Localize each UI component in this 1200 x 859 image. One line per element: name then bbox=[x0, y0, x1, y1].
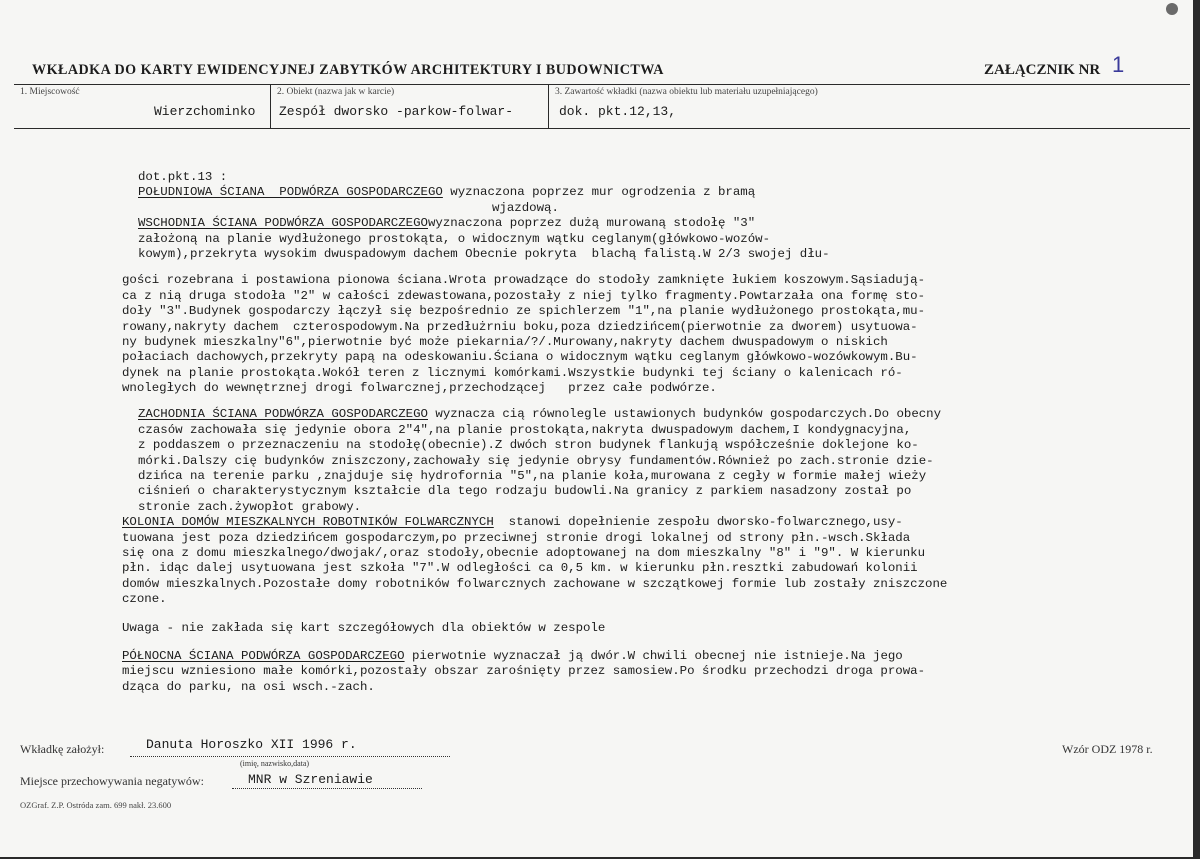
body-line bbox=[122, 649, 1042, 664]
line-text: dot.pkt.13 : bbox=[138, 170, 228, 184]
line-text: kowym),przekryta wysokim dwuspadowym dachem Obecnie pokryta blachą falistą.W 2/3 swojej dłu- bbox=[138, 246, 830, 261]
body-line bbox=[122, 680, 1042, 695]
body-line bbox=[122, 381, 1042, 396]
line-text: stronie zach.żywopłot grabowy. bbox=[138, 499, 362, 514]
line-text: pierwotnie wyznaczał ją dwór.W chwili obecnej nie istnieje.Na jego bbox=[404, 648, 903, 663]
negatives-dotted-line bbox=[232, 788, 422, 789]
locality-value: Wierzchominko bbox=[154, 104, 256, 119]
line-text: ny budynek mieszkalny"6",pierwotnie być może piekarnia/?/.Murowany,nakryty dachem dwuspadowym o niskich bbox=[122, 334, 888, 349]
body-line bbox=[122, 592, 1042, 607]
line-text: dząca do parku, na osi wsch.-zach. bbox=[122, 679, 375, 694]
line-text: wnoległych do wewnętrznej drogi folwarcznej,przechodzącej przez całe podwórze. bbox=[122, 381, 717, 396]
body-line bbox=[122, 289, 1042, 304]
object-value: Zespół dworsko -parkow-folwar- bbox=[279, 104, 514, 119]
section-heading: KOLONIA DOMÓW MIESZKALNYCH ROBOTNIKÓW FOLWARCZNYCH bbox=[122, 515, 494, 530]
body-line bbox=[122, 561, 1042, 576]
line-text: rowany,nakryty dachem czterospodowym.Na przedłużrniu boku,poza dziedzińcem(pierwotnie za dworem) usytuowa- bbox=[122, 319, 918, 334]
line-text: dzińca na terenie parku ,znajduje się hydrofornia "5",na planie koła,murowana z cegły w formie małej wieży bbox=[138, 469, 927, 484]
body-line bbox=[122, 273, 1042, 288]
body-line bbox=[122, 304, 1042, 319]
printer-info: OZGraf. Z.P. Ostróda zam. 699 nakł. 23.600 bbox=[20, 800, 172, 810]
annex-number: 1 bbox=[1112, 52, 1125, 77]
body-line bbox=[122, 201, 1042, 216]
line-text: dynek na planie prostokąta.Wokół teren z licznymi komórkami.Wszystkie budynki tej ściany o kalenicach ró- bbox=[122, 365, 903, 380]
line-text: czone. bbox=[122, 592, 167, 607]
body-line bbox=[122, 170, 1042, 185]
annex-label: ZAŁĄCZNIK NR bbox=[984, 62, 1101, 78]
line-text: się ona z domu mieszkalnego/dwojak/,oraz stodoły,obecnie adoptowanej na dom mieszkalny "8" i "9". W kierunku bbox=[122, 545, 926, 560]
body-line bbox=[122, 232, 1042, 247]
line-text: ca z nią druga stodoła "2" w całości zdewastowana,pozostały z niej tylko fragmenty.Powtarzała ona formę sto- bbox=[122, 288, 926, 303]
body-line bbox=[122, 484, 1042, 499]
negatives-value: MNR w Szreniawie bbox=[248, 772, 373, 787]
line-text: gości rozebrana i postawiona pionowa ściana.Wrota prowadzące do stodoły zamknięte łukiem koszowym.Sąsiadują- bbox=[122, 273, 926, 288]
form-title: WKŁADKA DO KARTY EWIDENCYJNEJ ZABYTKÓW ARCHITEKTURY I BUDOWNICTWA bbox=[32, 62, 664, 78]
body-line bbox=[122, 350, 1042, 365]
object-label: 2. Obiekt (nazwa jak w karcie) bbox=[277, 87, 395, 97]
paragraph-gap bbox=[122, 396, 1042, 407]
line-text: wyznacza cią równolegle ustawionych budynków gospodarczych.Do obecny bbox=[428, 407, 942, 422]
body-line bbox=[122, 366, 1042, 381]
line-text: połaciach dachowych,przekryty papą na odeskowaniu.Ściana o widocznym wątku ceglanym główkowo-wozówkowym.Bu- bbox=[122, 350, 918, 365]
negatives-label: Miejsce przechowywania negatywów: bbox=[20, 774, 204, 788]
line-text: wyznaczona poprzez mur ogrodzenia z bramą bbox=[442, 185, 756, 200]
body-line bbox=[122, 216, 1042, 231]
body-line bbox=[122, 531, 1042, 546]
body-line bbox=[122, 185, 1042, 200]
line-text: czasów zachowała się jedynie obora 2"4",na planie prostokąta,nakryta dwuspadowym dachem,I kondygnacyjna, bbox=[138, 422, 912, 437]
paragraph-gap bbox=[122, 636, 1042, 649]
paragraph-gap bbox=[122, 262, 1042, 273]
line-text: stanowi dopełnienie zespołu dworsko-folwarcznego,usy- bbox=[493, 515, 903, 530]
content-label: 3. Zawartość wkładki (nazwa obiektu lub materiału uzupełniającego) bbox=[555, 87, 818, 97]
body-line bbox=[122, 320, 1042, 335]
line-text: domów mieszkalnych.Pozostałe domy robotników folwarcznych zachowane w szczątkowej formie lub zostały zniszczone bbox=[122, 576, 948, 591]
author-note: (imię, nazwisko,data) bbox=[240, 759, 310, 768]
locality-field bbox=[14, 84, 270, 128]
line-text: z poddaszem o przeznaczeniu na stodołę(obecnie).Z dwóch stron budynek flankują współcześnie doklejone ko- bbox=[138, 438, 919, 453]
author-dotted-line bbox=[130, 756, 450, 757]
content-field bbox=[548, 84, 1191, 128]
section-heading: WSCHODNIA ŚCIANA PODWÓRZA GOSPODARCZEGO bbox=[138, 216, 428, 231]
body-line bbox=[122, 664, 1042, 679]
line-text: ciśnień o charakterystycznym kształcie dla tego rodzaju budowli.Na granicy z parkiem nasadzony został po bbox=[138, 484, 912, 499]
object-field bbox=[270, 84, 549, 128]
body-line bbox=[122, 454, 1042, 469]
body-line bbox=[122, 438, 1042, 453]
line-text: płn. idąc dalej usytuowana jest szkoła "7".W odległości ca 0,5 km. w kierunku płn.resztki zabudowań kolonii bbox=[122, 561, 918, 576]
line-text: doły "3".Budynek gospodarczy łączył się bezpośrednio ze spichlerzem "1",na planie wydłużonego prostokąta,mu- bbox=[122, 304, 926, 319]
body-line bbox=[122, 423, 1042, 438]
body-line bbox=[122, 407, 1042, 422]
form-fields bbox=[14, 84, 1190, 129]
line-text: założoną na planie wydłużonego prostokąta, o widocznym wątku ceglanym(główkowo-wozów- bbox=[138, 231, 771, 246]
body-line bbox=[122, 247, 1042, 262]
body-line bbox=[122, 577, 1042, 592]
body-line bbox=[122, 469, 1042, 484]
line-text: wyznaczona poprzez dużą murowaną stodołę "3" bbox=[428, 216, 756, 231]
locality-label: 1. Miejscowość bbox=[20, 87, 80, 97]
content-value: dok. pkt.12,13, bbox=[559, 104, 677, 119]
body-line bbox=[122, 515, 1042, 530]
author-value: Danuta Horoszko XII 1996 r. bbox=[146, 737, 357, 752]
form-footer bbox=[0, 730, 1193, 850]
section-heading: POŁUDNIOWA ŚCIANA PODWÓRZA GOSPODARCZEGO bbox=[138, 185, 443, 200]
author-label: Wkładkę założył: bbox=[20, 742, 105, 756]
line-text: tuowana jest poza dziedzińcem gospodarczym,po przeciwnej stronie drogi lokalnej od strony płn.-wsch.Składa bbox=[122, 530, 911, 545]
form-header bbox=[14, 54, 1190, 85]
line-text: mórki.Dalszy cię budynków zniszczony,zachowały się jedynie obrysy fundamentów.Również po zach.stronie dzie- bbox=[138, 453, 934, 468]
section-heading: PÓŁNOCNA ŚCIANA PODWÓRZA GOSPODARCZEGO bbox=[122, 648, 405, 663]
body-line bbox=[122, 621, 1042, 636]
form-code: Wzór ODZ 1978 r. bbox=[1062, 742, 1153, 756]
line-text: wjazdową. bbox=[492, 200, 559, 215]
body-line bbox=[122, 546, 1042, 561]
body-line bbox=[122, 335, 1042, 350]
hole-punch-icon bbox=[1166, 3, 1178, 15]
section-heading: ZACHODNIA ŚCIANA PODWÓRZA GOSPODARCZEGO bbox=[138, 407, 428, 422]
paragraph-gap bbox=[122, 608, 1042, 621]
document-body bbox=[122, 170, 1042, 695]
line-text: miejscu wzniesiono małe komórki,pozostały obszar zarośnięty przez samosiew.Po środku przechodzi droga prowa- bbox=[122, 664, 926, 679]
line-text: Uwaga - nie zakłada się kart szczegółowych dla obiektów w zespole bbox=[122, 620, 606, 635]
body-line bbox=[122, 500, 1042, 515]
